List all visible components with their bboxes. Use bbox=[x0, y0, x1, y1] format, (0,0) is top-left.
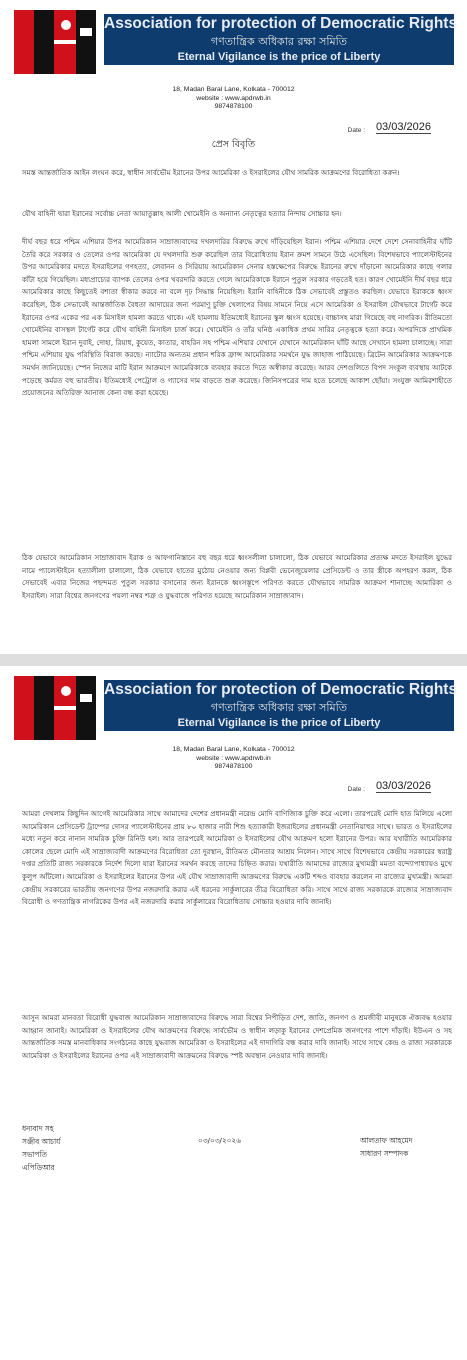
thanks-line: ধন্যবাদ সহ bbox=[22, 1124, 54, 1133]
org-phone: 9874878100 bbox=[214, 103, 253, 110]
apdr-logo bbox=[10, 8, 100, 76]
signatory-right-name: আলতাফ আহমেদ bbox=[360, 1136, 413, 1145]
org-banner bbox=[0, 0, 467, 78]
org-address-block bbox=[0, 86, 467, 112]
org-header-box bbox=[104, 14, 458, 65]
signatory-right bbox=[360, 1134, 446, 1160]
org-tagline: Eternal Vigilance is the price of Liberty bbox=[177, 51, 381, 63]
paragraph-6: আসুন আমরা মানবতা বিরোধী যুদ্ধবাজ আমেরিকান সাম্রাজ্যবাদের বিরুদ্ধে সারা বিশ্বের নিপীড়িত দেশ, জাতি, জনগণ ও শ্রমজীবী মানুষকে ঐক্যবদ্ধ হওয়ার আহ্বান জানাই। আমেরিকা ও ইসরাইলের যৌথ আক্রমণের বিরুদ্ধে সার্বভৌম ও স্বাধীন লড়াকু ইরানের দেশপ্রেমিক জনগণের পাশে দাঁড়াই। ইউএন ও সহ আন্তর্জাতিক সমস্ত মানবাধিকার সংগঠনের কাছে যুদ্ধবাজ আমেরিকা ও ইসরাইলের এই দাদাগিরি বন্ধ করার দাবি জানাই। সাথে সাথে কেন্দ্র ও রাজ্য সরকারকে আমেরিকা ও ইসরাইলের ইরানের ওপর এই সাম্রাজ্যবাদী আক্রমনের বিরুদ্ধে স্পষ্ট অবস্থান নেওয়ার দাবি জানাই। bbox=[22, 1013, 452, 1060]
signatory-left-name: সঞ্জীব আচার্য bbox=[22, 1137, 61, 1146]
paragraph-4: ঠিক যেভাবে আমেরিকান সাম্রাজ্যবাদ ইরাক ও আফগানিস্তানে বহু বছর ধরে ধ্বংসলীলা চালালো, ঠিক যেভাবে আমেরিকার প্রত্যক্ষ মদতে ইসরাইল যুদ্ধের নামে প্যালেস্টাইনে হত্যালীলা চালালো, ঠিক যেভাবে হাতের মুঠোয় নেওয়ার জন্য বিপ্লবী ভেনেজুয়েলার প্রেসিডেন্ট ও তার স্ত্রীকে অপহরণ করল, ঠিক সেভাবেই এবার নিজের পছন্দমত পুতুল সরকার বসানোর জন্য ইরানকে ধ্বংসস্তূপে পরিণত করতে যৌথভাবে সামরিক আক্রমণ শানাচ্ছে আমারিকা ও ইসরাইল। সারা বিশ্বের জনগণের পয়লা নম্বর শত্রু ও যুদ্ধবাজে পরিণত হয়েছে আমেরিকান সাম্রাজ্যবাদ। bbox=[22, 553, 452, 600]
paragraph-3: দীর্ঘ বছর ধরে পশ্চিম এশিয়ার উপর আমেরিকান সাম্রাজ্যবাদের দখলদারির বিরুদ্ধে রুখে দাঁড়িয়েছিল ইরান। পশ্চিম এশিয়ার দেশে দেশে সেনাবাহিনীর ঘাঁটি তৈরি করে সরকার ও তেলের ওপর আমেরিকা যে দখলদারি শুরু করেছিল তার বিরোধিতায় ইরান ক্রমশ সামনে উঠে এসেছিল। বিশেষভাবে প্যালেস্টাইনের উপর আমেরিকার মদতে ইসরাইলের গণহত্যা, লেবানন ও সিরিয়ায় আমেরিকান সেনার হস্তক্ষেপের বিরুদ্ধে ইরানের রুখে দাঁড়ানো আমেরিকার কাছে গলার কাঁটা হয়ে গিয়েছিল। মধ্যপ্রাচ্যের ব্যাপক তেলের ওপর খবরদারি করতে গেলে আমেরিকাকে ইরানে পুতুল সরকার গড়তেই হত। কারণ খোমেইনি দীর্ঘ বছর ধরে আমেরিকার কাছে কিছুতেই বশ্যতা স্বীকার করবে না বলে দৃঢ় সিদ্ধান্ত নিয়েছিল। ইরানি বাহিনীকে ঠিক সেভাবেই প্রস্তুতও করছিল। যেভাবে ইরাককে ধ্বংস করেছিল, ঠিক সেভাবেই আন্তর্জাতিক বৈধতা আদায়ের জন্য পরমাণু চুক্তি খেলাপের বিষয় সামনে নিয়ে এসে আমেরিকা ও ইসরাইল যৌথভাবে টার্গেট করে ইরানের ওপর একের পর এক মিসাইল হামলা করতে থাকে। এই হামলায় ইতিমধ্যেই ইরানের স্কুল ধ্বংস হয়েছে। বাচ্চাসহ মারা গিয়েছে বহু নাগরিক। রীতিমতো খোমেইনির বাসস্থল টার্গেট করে যৌথ বাহিনী মিসাইল চার্জ করে। খোমেইনি ও তাঁর ঘনিষ্ঠ একাধিক প্রথম সারির নেতৃত্বকে হত্যা করে। অপরদিকে প্রাথমিক হামলা সামলে ইরান দুবাই, দোহা, রিয়াধ, কুয়েত, কাতার, বাহরিন সহ পশ্চিম এশিয়ার যেখানে যেখানে আমেরিকান ঘাঁটি আছে সেখানে হামলা চালাচ্ছে। সারা পশ্চিম এশিয়ায় যুদ্ধ পরিস্থিতি বিরাজ করছে। ন্যাটোর অন্যতম প্রধান শরিক ফ্রান্স আমেরিকার সমর্থনে যুদ্ধ জাহাজ পাঠিয়েছে। ব্রিটেন আমেরিকার আক্রমণকে সমর্থন জানিয়েছে। স্পেন নিজের মাটি ইরান আক্রমণে আমেরিকাকে ব্যবহার করতে দিতে অস্বীকার করেছে। আরব দেশগুলিতে বিপদ সংকুল ব্যবস্থায় আটকে পড়েছে কর্মরত বহু ভারতীয়। ইতিমধ্যেই পেট্রোল ও গ্যাসের দাম বাড়তে শুরু করেছে। জিনিসপত্রের দাম হতে চলেছে আকাশ ছোঁয়া। সংযুক্ত আমিরশাহীতে প্রয়োজনের অতিরিক্ত আনাজ কেনা বন্ধ করা হয়েছে। bbox=[22, 237, 452, 398]
org-tagline: Eternal Vigilance is the price of Liberty bbox=[177, 717, 381, 729]
date-value: 03/03/2026 bbox=[375, 780, 431, 792]
org-address: 18, Madan Baral Lane, Kolkata - 700012 bbox=[172, 746, 295, 753]
org-banner bbox=[0, 666, 467, 744]
org-header-box bbox=[104, 680, 458, 731]
org-website: website : www.apdrwb.in bbox=[196, 94, 271, 102]
press-release-page-1 bbox=[0, 0, 467, 654]
signature-date: ০৩/০৩/২০২৬ bbox=[198, 1136, 241, 1145]
org-name-bengali: গণতান্ত্রিক অধিকার রক্ষা সমিতি bbox=[210, 701, 348, 714]
org-name-bengali: গণতান্ত্রিক অধিকার রক্ষা সমিতি bbox=[210, 35, 348, 48]
date-label: Date : bbox=[347, 786, 365, 793]
date-block bbox=[291, 121, 431, 137]
paragraph-2: যৌথ বাহিনী দ্বারা ইরানের সর্বোচ্চ নেতা আয়াতুল্লাহ আলী খোমেইনি ও অন্যান্য নেতৃত্বের হত্যার নিন্দায় সোচ্চার হন। bbox=[22, 209, 342, 218]
date-block bbox=[291, 780, 431, 796]
page-separator bbox=[0, 654, 467, 666]
press-release-page-2 bbox=[0, 666, 467, 1360]
org-address: 18, Madan Baral Lane, Kolkata - 700012 bbox=[172, 86, 295, 93]
signature-block bbox=[22, 1122, 452, 1202]
org-name: Association for protection of Democratic Rights bbox=[104, 681, 458, 698]
signatory-right-title: সাধারণ সম্পাদক bbox=[360, 1149, 409, 1158]
org-phone: 9874878100 bbox=[214, 763, 253, 770]
apdr-logo bbox=[10, 674, 100, 742]
org-name: Association for protection of Democratic Rights bbox=[104, 15, 458, 32]
org-address-block bbox=[0, 746, 467, 772]
org-website: website : www.apdrwb.in bbox=[196, 754, 271, 762]
date-label: Date : bbox=[347, 127, 365, 134]
signatory-left-title: সভাপতি bbox=[22, 1150, 47, 1159]
paragraph-5: আমরা দেখলাম কিছুদিন আগেই আমেরিকার সাথে আমাদের দেশের প্রধানমন্ত্রী নরেন্দ্র মোদি বাণিজ্যিক চুক্তি করে এলো। তারপরেই মোদি হাত মিলিয়ে এলো আমেরিকান প্রেসিডেন্ট ট্রাম্পের দোসর প্যালেস্টাইনের প্রায় ৮০ হাজার নারী শিশু হত্যাকারী ইজরাইলের প্রধানমন্ত্রী নেতানিয়াহুর সাথে। ভারত ও ইসরাইলের মধ্যে নতুন করে নানান সামরিক চুক্তি রিনিউ হল। আর তারপরেই আমেরিকা ও ইসরাইলের যৌথ আক্রমণ হলো ইরানের উপর। আর যথারীতি আমেরিকার কোলের ছেলে মোদি এই সাম্রাজ্যবাদী আক্রমণের বিরোধিতা তো দুরস্থান, রীতিমত মৌনতার আশ্রয় নিলেন। সাথে সাথে বিশেষভাবে কেন্দ্রীয় সরকারের স্বরাষ্ট্র দপ্তর প্রতিটি রাজ্য সরকারকে নির্দেশ দিলো যারা ইরানের সমর্থন করছে তাদের চিহ্নিত করার। যথারীতি আমাদের রাজ্যের মুখ্যমন্ত্রী মমতা বন্দ্যোপাধ্যায়ও মুখে কুলুপ আঁটলো। আমেরিকা ও ইসরাইলের ইরানের উপর এই যৌথ সাম্রাজ্যবাদী আক্রমণের বিরুদ্ধে একটি শব্দও ব্যবহার করলেন না রাজ্যের মুখ্যমন্ত্রী। আমরা কেন্দ্রীয় সরকারের ভারতীয় জনগণের উপর নজরদারি করার এই ধরনের সার্কুলারের তীব্র বিরোধিতা করি। সাথে সাথে রাজ্য সরকারকে রাজ্যের সাম্রাজ্যবাদ বিরোধী ও গণতান্ত্রিক নাগরিকের উপর এই নজরদারি করার সার্কুলারের বিরোধিতায় সোচ্চার হওয়ার দাবি জানাই। bbox=[22, 809, 452, 907]
signatory-left bbox=[22, 1122, 162, 1174]
signatory-left-org: এপিডিআর bbox=[22, 1163, 55, 1172]
paragraph-1: সমস্ত আন্তর্জাতিক আইন লংঘন করে, স্বাধীন সার্বভৌম ইরানের উপর আমেরিকা ও ইসরাইলের যৌথ সামরিক আক্রমণের বিরোধিতা করুন। bbox=[22, 168, 400, 177]
press-release-title: প্রেস বিবৃতি bbox=[211, 139, 256, 150]
date-value: 03/03/2026 bbox=[375, 121, 431, 133]
